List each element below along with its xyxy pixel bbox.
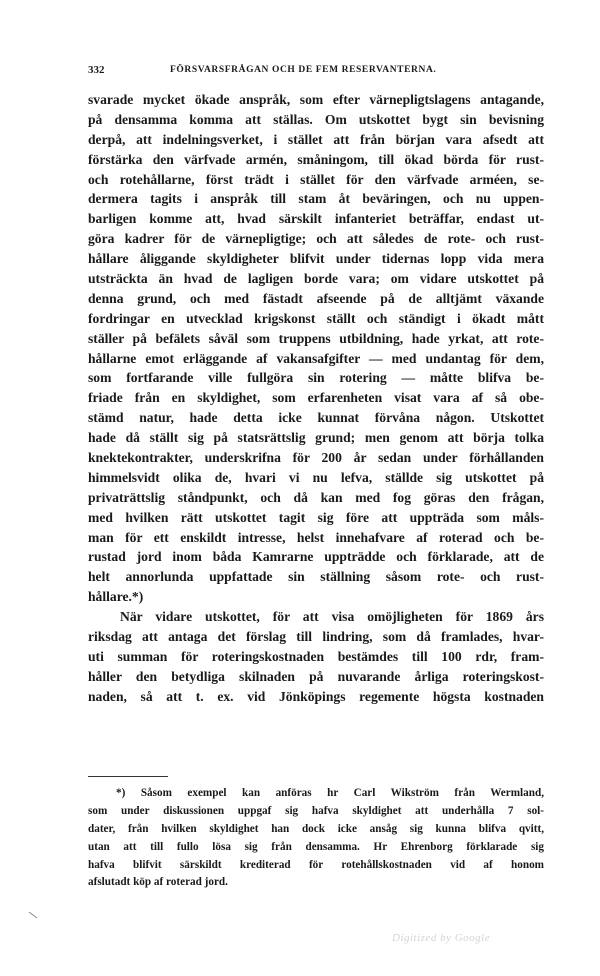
- text-line: knektekontrakter, underskrifna för 200 år sedan under förhållanden: [88, 450, 544, 466]
- scan-mark: [28, 910, 38, 920]
- text-line: svarade mycket ökade anspråk, som efter värnepligtslagens antagande,: [88, 92, 544, 107]
- text-line: utsträckta än hvad de lagligen borde vara; om vidare utskottet på: [88, 271, 544, 287]
- text-line: derpå, att indelningsverket, i stället att från början vara afsedt att: [88, 131, 544, 147]
- text-line: fordringar en utvecklad krigskonst ställt och ständigt i ökadt mått: [88, 310, 544, 326]
- text-line: med hvilken rätt utskottet tagit sig före att uppträda som måls-: [88, 509, 544, 525]
- text-line: naden, så att t. ex. vid Jönköpings regemente högsta kostnaden: [88, 688, 544, 704]
- text-line: barligen komme att, hvad särskilt infanteriet beträffar, endast ut-: [88, 211, 544, 227]
- page-number: 332: [88, 64, 105, 76]
- text-line: När vidare utskottet, för att visa omöjligheten för 1869 års: [120, 609, 544, 625]
- text-line: förstärka den värfvade armén, småningom, till ökad börda för rust-: [88, 151, 544, 167]
- page-header: [88, 64, 528, 80]
- text-line: uti summan för roteringskostnaden bestämdes till 100 rdr, fram-: [88, 648, 544, 664]
- footnote-line: som under diskussionen uppgaf sig hafva skyldighet att underhålla 7 sol-: [88, 804, 544, 817]
- text-line: himmelsvidt olika de, hvari vi nu lefva, ställde sig utskottet på: [88, 469, 544, 485]
- footnote-divider: [88, 776, 168, 777]
- text-line: hållare åliggande skyldigheter blifvit under tidernas lopp vida mera: [88, 251, 544, 267]
- text-line: som fortfarande ville fullgöra sin rotering — måtte blifva be-: [88, 370, 544, 386]
- text-line: på densamma komma att ställas. Om utskottet bygt sin bevisning: [88, 111, 544, 127]
- footnote: [88, 785, 544, 892]
- footnote-line: utan att till fullo lösa sig från densamma. Hr Ehrenborg förklarade sig: [88, 840, 544, 853]
- text-line: och rotehållarne, först trädt i stället för den värfvade arméen, se-: [88, 171, 544, 187]
- text-line: hållare.*): [88, 589, 144, 605]
- text-line: man för ett enskildt intresse, helst innehafvare af roterad och be-: [88, 529, 544, 545]
- body-text: [88, 90, 544, 707]
- text-line: friade från en skyldighet, som erfarenheten visat vara af så obe-: [88, 390, 544, 406]
- text-line: göra kadrer för de värnepligtige; och att således de rote- och rust-: [88, 231, 544, 247]
- text-line: håller den betydliga skilnaden på nuvarande årliga roteringskost-: [88, 668, 544, 684]
- running-title: FÖRSVARSFRÅGAN OCH DE FEM RESERVANTERNA.: [170, 65, 437, 75]
- footnote-line: dater, från hvilken skyldighet han dock icke ansåg sig kunna blifva qvitt,: [88, 822, 544, 835]
- text-line: ställer på befälets såväl som truppens utbildning, hade yrkat, att rote-: [88, 330, 544, 346]
- footnote-line: afslutadt köp af roterad jord.: [88, 876, 228, 889]
- text-line: denna grund, och med fästadt afseende på de alltjämt växande: [88, 290, 544, 306]
- text-line: privaträttslig ståndpunkt, och då kan med fog göras den frågan,: [88, 489, 544, 505]
- footnote-line: *) Såsom exempel kan anföras hr Carl Wikström från Wermland,: [116, 787, 544, 799]
- text-line: dermera tagits i anspråk till stam åt beväringen, och nu uppen-: [88, 191, 544, 207]
- digitization-watermark: Digitized by Google: [392, 932, 491, 944]
- text-line: rustad jord inom båda Kamrarne uppträdde och förklarade, att de: [88, 549, 544, 565]
- text-line: hållarne emot erläggande af vakansafgifter — med undantag för dem,: [88, 350, 544, 366]
- text-line: helt annorlunda uppfattade sin ställning såsom rote- och rust-: [88, 569, 544, 585]
- text-line: stämd natur, hade detta icke kunnat förvåna någon. Utskottet: [88, 410, 544, 426]
- text-line: riksdag att antaga det förslag till lindring, som då framlades, hvar-: [88, 629, 544, 645]
- text-line: hade då ställt sig på statsrättslig grund; men genom att börja tolka: [88, 430, 544, 446]
- footnote-line: hafva blifvit särskildt krediterad för rotehållskostnaden vid af honom: [88, 858, 544, 871]
